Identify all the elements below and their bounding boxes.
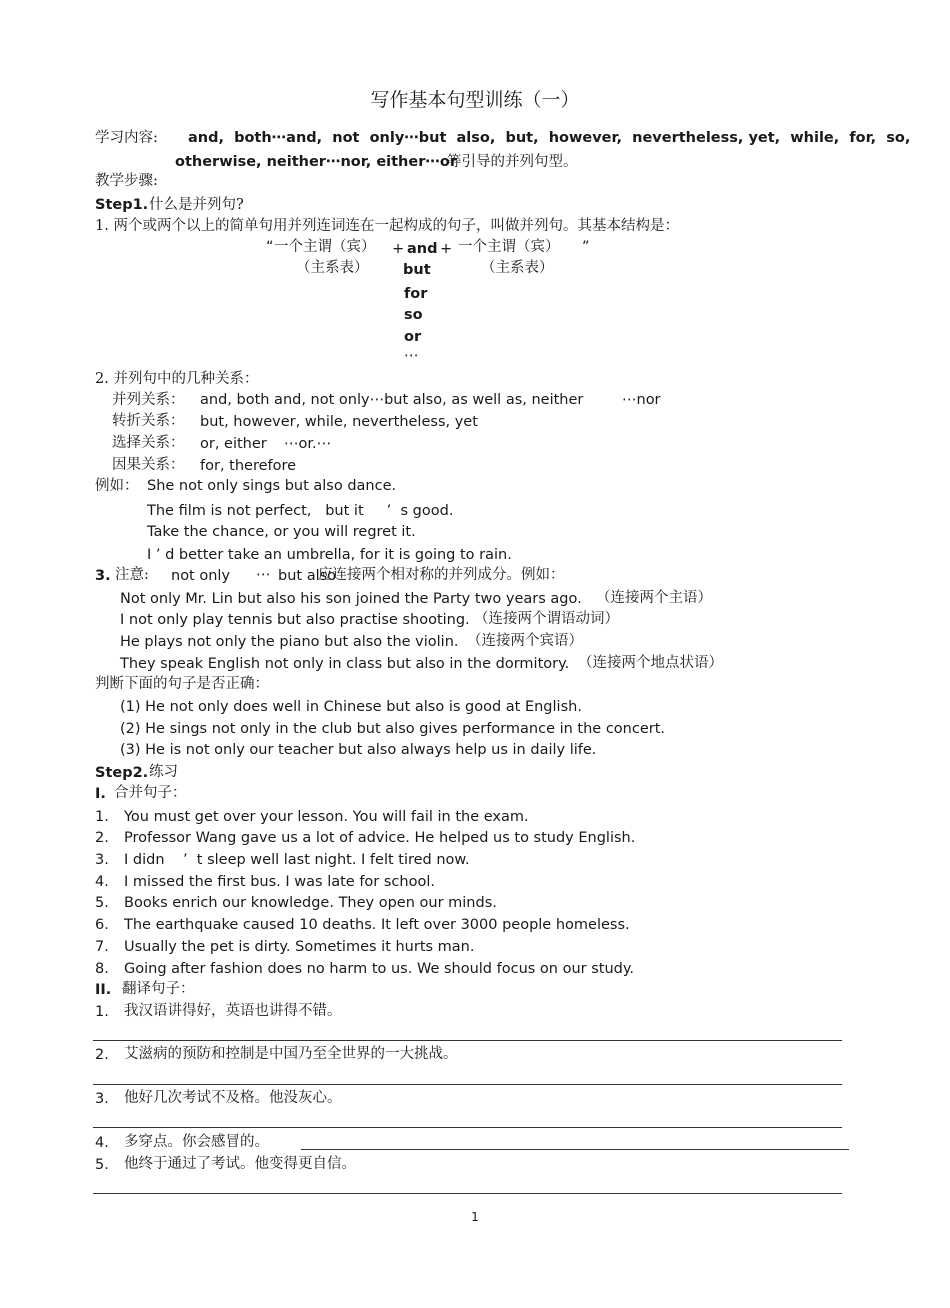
- conj-or: or: [404, 329, 422, 345]
- relation-text: but, however, while, nevertheless, yet: [200, 414, 478, 430]
- p3-example-note: （连接两个主语）: [596, 590, 712, 606]
- step1-title: 什么是并列句?: [149, 197, 244, 213]
- translation-text: 我汉语讲得好，英语也讲得不错。: [124, 1003, 342, 1019]
- step1-point-3-label: 注意:: [115, 567, 149, 583]
- translation-num: 3.: [95, 1091, 109, 1107]
- relation-text: or, either: [200, 436, 267, 452]
- p3-example: They speak English not only in class but also in the dormitory.: [120, 656, 570, 672]
- conj-for: for: [404, 286, 428, 302]
- step2-heading: Step2.: [95, 765, 149, 781]
- exercise-num: 4.: [95, 874, 109, 890]
- relation-tail: ⋯or.⋯: [284, 436, 332, 452]
- step1-point-1: 1. 两个或两个以上的简单句用并列连词连在一起构成的句子，叫做并列句。其基本结构是：: [95, 218, 679, 234]
- content-line-2-tail: 等引导的并列句型。: [447, 154, 578, 170]
- judge-sentence: (1) He not only does well in Chinese but also is good at English.: [120, 699, 582, 715]
- content-line-1: and, both⋯and, not only⋯but also, but, however, nevertheless, yet, while, for, so,: [188, 130, 911, 146]
- translation-text: 艾滋病的预防和控制是中国乃至全世界的一大挑战。: [124, 1046, 458, 1062]
- exercise-num: 2.: [95, 830, 109, 846]
- example-sentence: She not only sings but also dance.: [147, 478, 397, 494]
- relation-label: 并列关系：: [112, 392, 185, 408]
- exercise-text: You must get over your lesson. You will fail in the exam.: [124, 809, 529, 825]
- example-sentence: The film is not perfect, but it ’ s good.: [147, 503, 454, 519]
- relation-label: 选择关系：: [112, 435, 185, 451]
- step1-point-3-num: 3.: [95, 568, 111, 584]
- example-sentence: I ’ d better take an umbrella, for it is going to rain.: [147, 547, 512, 563]
- struct-plus-1: +: [392, 241, 405, 257]
- quote-open: “: [266, 239, 274, 255]
- exercise-text: Usually the pet is dirty. Sometimes it hurts man.: [124, 939, 475, 955]
- content-label: 学习内容:: [95, 130, 158, 146]
- relation-text: and, both and, not only⋯but also, as well as, neither: [200, 392, 584, 408]
- relation-text: for, therefore: [200, 458, 297, 474]
- step1-point-3-en: not only: [171, 568, 231, 584]
- answer-line[interactable]: [93, 1084, 842, 1085]
- relation-label: 因果关系：: [112, 457, 185, 473]
- struct-plus-2: +: [440, 241, 453, 257]
- judge-sentence: (3) He is not only our teacher but also always help us in daily life.: [120, 742, 597, 758]
- step1-point-3-cn: 应连接两个相对称的并列成分。例如：: [318, 567, 565, 583]
- translation-num: 5.: [95, 1157, 109, 1173]
- exercise-num: 6.: [95, 917, 109, 933]
- step1-point-3-en2: but also: [278, 568, 337, 584]
- p3-example: Not only Mr. Lin but also his son joined the Party two years ago.: [120, 591, 582, 607]
- translation-num: 2.: [95, 1047, 109, 1063]
- relation-label: 转折关系：: [112, 413, 185, 429]
- answer-line[interactable]: [301, 1149, 849, 1150]
- struct-left: 一个主谓（宾）: [274, 239, 376, 255]
- exercise-text: I didn ’ t sleep well last night. I felt tired now.: [124, 852, 470, 868]
- exercise-text: The earthquake caused 10 deaths. It left over 3000 people homeless.: [124, 917, 630, 933]
- translation-text: 他好几次考试不及格。他没灰心。: [124, 1090, 342, 1106]
- p3-example-note: （连接两个谓语动词）: [474, 611, 619, 627]
- judge-label: 判断下面的句子是否正确：: [95, 676, 269, 692]
- translation-num: 1.: [95, 1004, 109, 1020]
- struct-left-sub: （主系表）: [296, 260, 369, 276]
- exercise-num: 1.: [95, 809, 109, 825]
- p3-example: He plays not only the piano but also the violin.: [120, 634, 459, 650]
- exercise-num: 5.: [95, 895, 109, 911]
- exercise-text: Going after fashion does no harm to us. We should focus on our study.: [124, 961, 634, 977]
- step1-point-3-dots: ⋯: [256, 567, 271, 583]
- steps-label: 教学步骤:: [95, 173, 158, 189]
- part1-num: I.: [95, 786, 106, 802]
- exercise-text: Professor Wang gave us a lot of advice. He helped us to study English.: [124, 830, 636, 846]
- part1-label: 合并句子：: [114, 785, 187, 801]
- conj-but: but: [403, 262, 431, 278]
- translation-num: 4.: [95, 1135, 109, 1151]
- part2-num: II.: [95, 982, 112, 998]
- exercise-num: 8.: [95, 961, 109, 977]
- answer-line[interactable]: [93, 1127, 842, 1128]
- exercise-num: 7.: [95, 939, 109, 955]
- quote-close: ”: [582, 239, 590, 255]
- struct-right: 一个主谓（宾）: [458, 239, 560, 255]
- p3-example-note: （连接两个宾语）: [467, 633, 583, 649]
- struct-and: and: [407, 241, 438, 257]
- page-title: 写作基本句型训练（一）: [370, 89, 580, 111]
- conj-etc: ⋯: [404, 348, 419, 364]
- translation-text: 多穿点。你会感冒的。: [124, 1134, 269, 1150]
- step1-heading: Step1.: [95, 197, 149, 213]
- part2-label: 翻译句子：: [122, 981, 195, 997]
- p3-example: I not only play tennis but also practise shooting.: [120, 612, 470, 628]
- exercise-text: I missed the first bus. I was late for school.: [124, 874, 435, 890]
- step1-point-2: 2. 并列句中的几种关系：: [95, 371, 259, 387]
- answer-line[interactable]: [93, 1193, 842, 1194]
- answer-line[interactable]: [93, 1040, 842, 1041]
- conj-so: so: [404, 307, 423, 323]
- step2-title: 练习: [149, 764, 178, 780]
- example-label: 例如：: [95, 478, 139, 494]
- example-sentence: Take the chance, or you will regret it.: [147, 524, 416, 540]
- translation-text: 他终于通过了考试。他变得更自信。: [124, 1156, 356, 1172]
- relation-tail: ⋯nor: [622, 392, 661, 408]
- exercise-num: 3.: [95, 852, 109, 868]
- exercise-text: Books enrich our knowledge. They open our minds.: [124, 895, 497, 911]
- p3-example-note: （连接两个地点状语）: [578, 655, 723, 671]
- struct-right-sub: （主系表）: [481, 260, 554, 276]
- page-number: 1: [471, 1210, 479, 1224]
- judge-sentence: (2) He sings not only in the club but also gives performance in the concert.: [120, 721, 666, 737]
- content-line-2: otherwise, neither⋯nor, either⋯or: [175, 154, 457, 170]
